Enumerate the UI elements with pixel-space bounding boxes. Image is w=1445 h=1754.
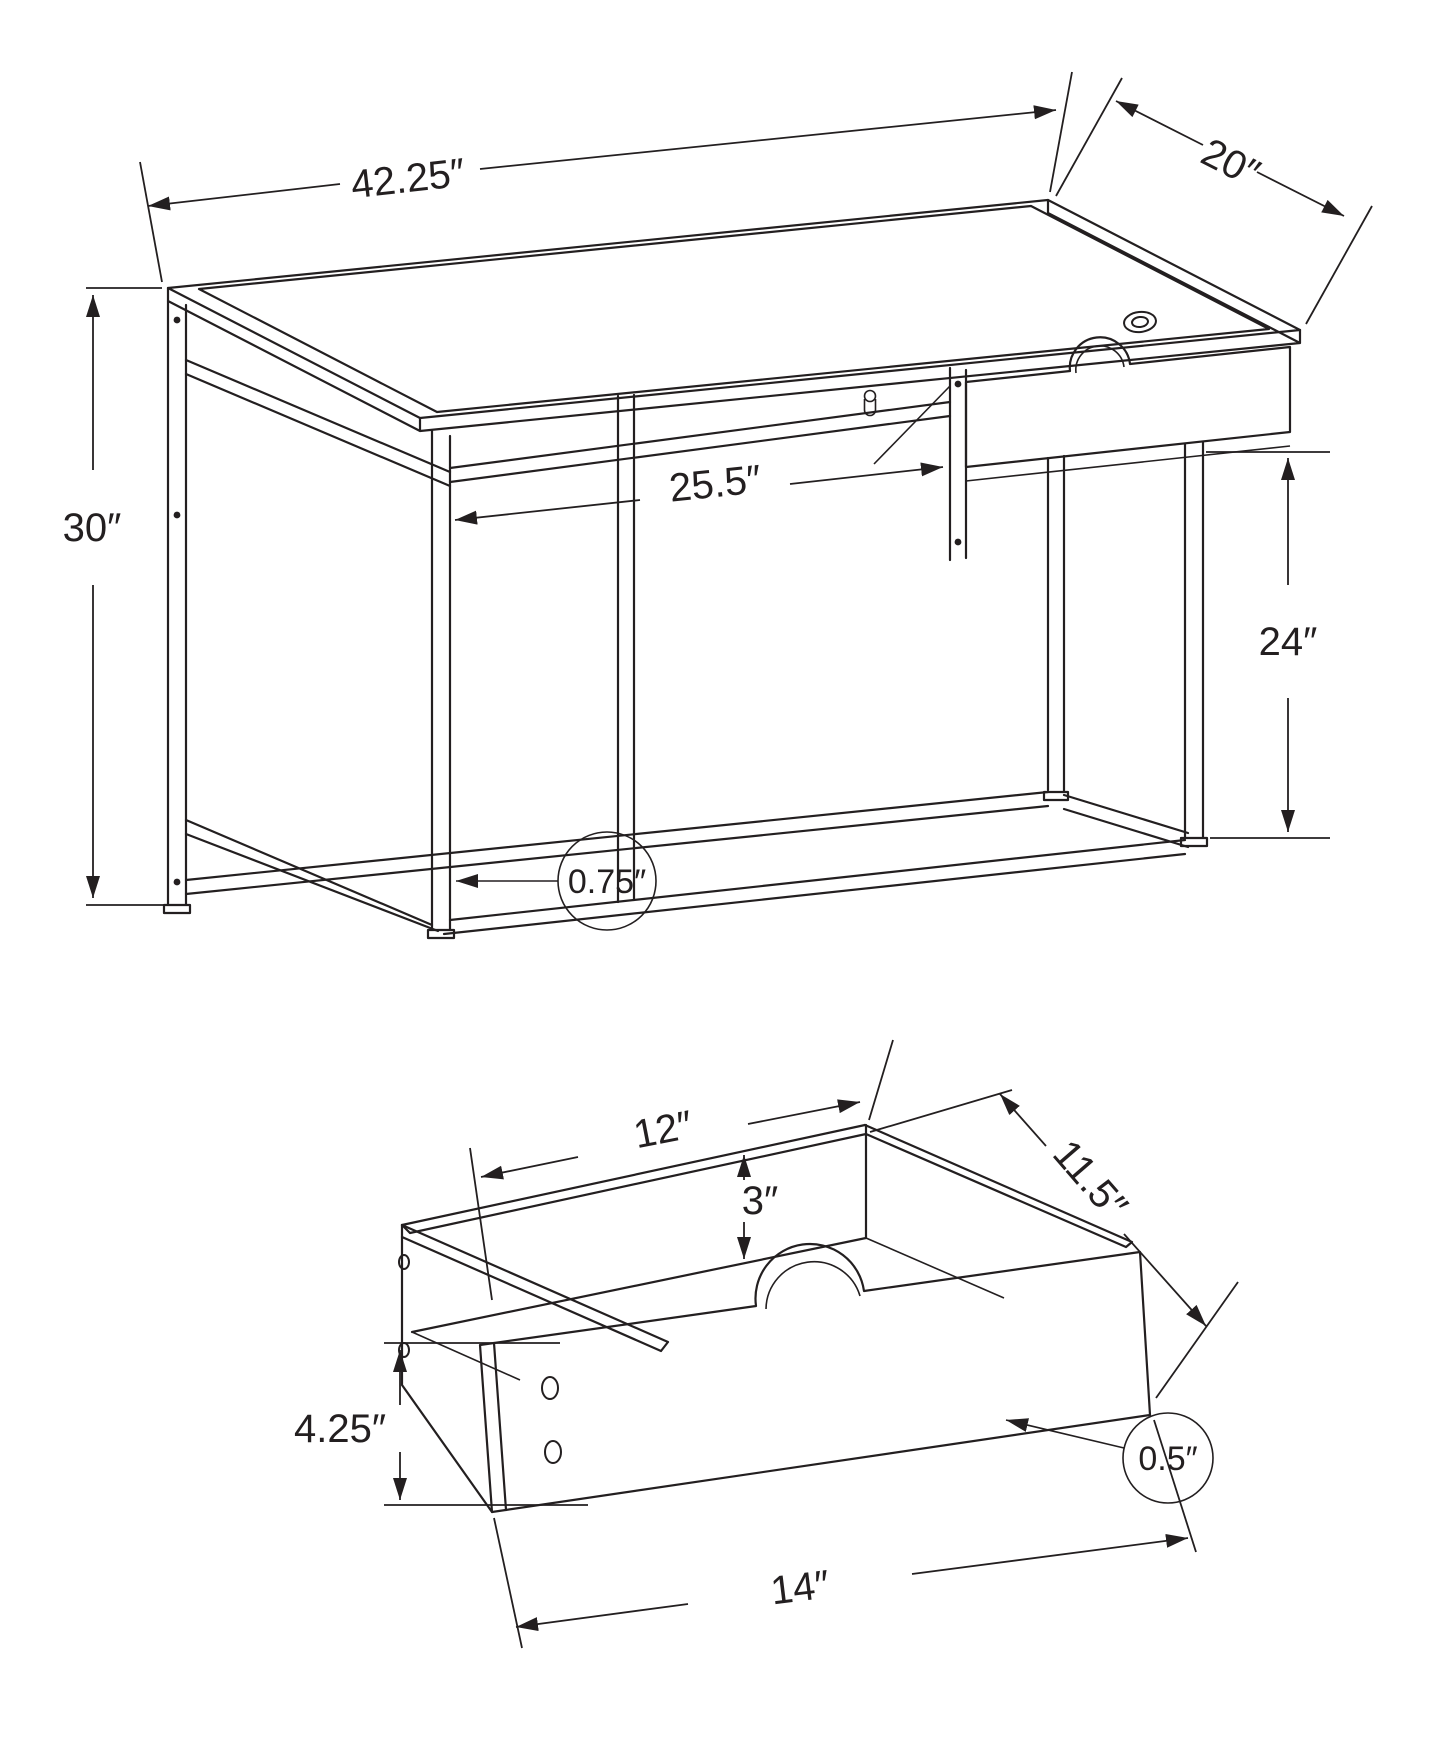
- front-bottom-stretcher: [444, 840, 1185, 934]
- dimension-label: 20″: [1194, 130, 1267, 197]
- drawer-left-side-panel: [399, 1225, 492, 1512]
- front-cutout-thickness: [766, 1262, 860, 1309]
- dimension-label: 42.25″: [348, 150, 468, 208]
- dimension-label: 4.25″: [293, 1407, 387, 1451]
- dimension-label: 24″: [1258, 620, 1318, 664]
- dimension-front-panel-height: [294, 1343, 588, 1505]
- desk-top-inner-frame: [199, 206, 1269, 412]
- desktop-grommet-hole: [1123, 310, 1157, 333]
- dimension-label: 0.75″: [567, 863, 647, 901]
- desk-top-outer-edge: [168, 200, 1300, 418]
- dimension-back-interior-width: [470, 1040, 893, 1300]
- center-support-post: [618, 395, 634, 902]
- dimension-overall-height: [63, 288, 164, 905]
- dimension-drawer-depth: [870, 1090, 1238, 1398]
- drawer-front-panel: [480, 1244, 1150, 1512]
- dimension-top-width: [140, 72, 1072, 282]
- dimension-clearance-height: [1206, 452, 1330, 838]
- dimension-label: 12″: [630, 1102, 696, 1158]
- right-side-bottom-rail: [1064, 795, 1188, 847]
- dimension-label: 3″: [741, 1179, 779, 1223]
- desk-diagram: [63, 72, 1372, 938]
- desk-front-left-leg: [428, 431, 454, 938]
- dimension-label: 11.5″: [1044, 1131, 1136, 1229]
- desk-back-right-leg: [1044, 456, 1068, 800]
- dimension-top-depth: [1056, 78, 1372, 324]
- drawer-diagram: [294, 1040, 1238, 1648]
- dimension-label: 14″: [768, 1562, 832, 1614]
- dimension-panel-thickness-callout: [1006, 1413, 1213, 1503]
- drawer-interior-floor: [412, 1238, 1004, 1380]
- drawer-side-rims: [402, 1125, 1132, 1351]
- dimension-front-width: [494, 1420, 1196, 1648]
- dimension-label: 25.5″: [667, 457, 764, 511]
- dimension-back-panel-height: [742, 1155, 778, 1259]
- dimension-knee-opening-width: [455, 457, 943, 520]
- desk-drawer-support: [874, 368, 966, 560]
- dimension-label: 0.5″: [1138, 1440, 1198, 1478]
- dimension-label: 30″: [62, 506, 122, 550]
- desk-front-right-leg: [1181, 442, 1207, 846]
